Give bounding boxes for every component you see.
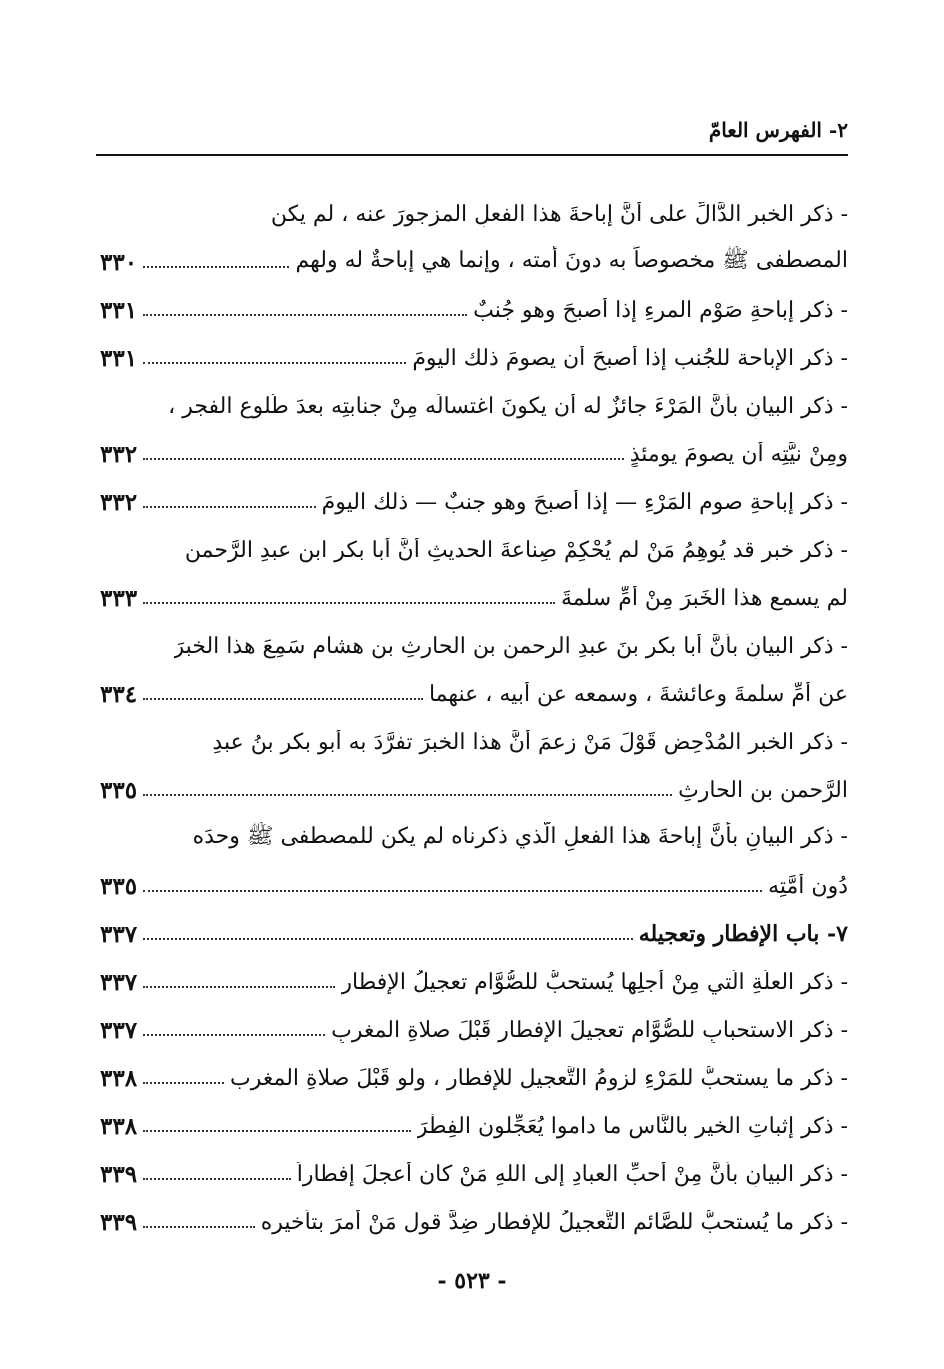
entry-page-number: ٣٣١ [100,344,138,372]
entry-page-number: ٣٣٩ [100,1208,138,1236]
dot-leader [143,314,467,316]
dot-leader [143,1082,224,1084]
entry-page-number: ٣٣٨ [100,1112,138,1140]
index-entry-line [100,190,848,238]
dot-leader [143,1130,411,1132]
entry-text: - ذكر إباحةِ صومِ المَرْءِ — إذا أصبحَ وهو جنبٌ — ذلك اليومَ [321,489,848,515]
dot-leader [143,506,316,508]
entry-text: - ذكر البيانِ بأنَّ أبا بكرِ بنَ عبدِ الرحمن بن الحارثِ بنِ هشامٍ سَمِعَ هذا الخبرَ [173,633,848,659]
entry-page-number: ٣٣٥ [100,776,138,804]
index-entry-line [100,1054,848,1102]
index-entry-line [100,670,848,718]
index-entry-line [100,862,848,910]
index-entry-line [100,814,848,862]
index-entry-line [100,478,848,526]
entry-page-number: ٣٣١ [100,296,138,324]
dot-leader [143,986,335,988]
entry-text: - ذكر الخبرِ الدَّالِّ على أنَّ إباحةَ هذا الفعلِ المزجورَ عنه ، لم يكن [270,201,848,227]
dot-leader [143,266,289,268]
index-entry-line [100,526,848,574]
dot-leader [143,938,633,940]
entry-text: لم يسمع هذا الخَبرَ مِنْ أمِّ سلمةَ [560,585,848,611]
index-entry-line [100,766,848,814]
entry-text: ٧- باب الإفطار وتعجيله [638,921,848,947]
page-number: - ٥٢٣ - [437,1268,507,1294]
entry-text: الرَّحمن بن الحارثِ [678,777,848,803]
entry-text: - ذكر ما يستحبُّ للمَرْءِ لزومُ التَّعجيلِ للإفطار ، ولو قَبْلَ صلاةِ المغرب [230,1065,848,1091]
entry-text: المصطفى ﷺ مخصوصاً به دونَ أمته ، وإنما هي إباحةٌ له ولهم [295,248,848,273]
dot-leader [143,1226,255,1228]
index-entry-line [100,622,848,670]
entry-page-number: ٣٣٢ [100,440,138,468]
entry-page-number: ٣٣٤ [100,680,138,708]
index-entry-line [100,382,848,430]
index-entry-line [100,430,848,478]
entry-text: - ذكر ما يُستحبُّ للصَّائمِ التَّعجيلُ للإفطارِ ضِدَّ قول مَنْ أمرَ بتأخيرِه [260,1209,848,1235]
entry-text: - ذكر إباحةِ صَوْمِ المرءِ إذا أصبحَ وهو جُنبٌ [473,297,848,323]
entry-text: - ذكر العلَّةِ الَّتي مِنْ أجلِها يُستحبُّ للصُّوَّام تعجيلُ الإفطار [341,969,848,995]
index-entry-line [100,238,848,286]
dot-leader [143,362,406,364]
entry-text: دُون أُمَّتِه [768,873,848,899]
entry-text: - ذكر إثباتِ الخيرِ بالنَّاسِ ما داموا يُعَجِّلون الفِطْرَ [416,1113,848,1139]
dot-leader [143,458,624,460]
dot-leader [143,794,672,796]
entry-text: - ذكر الاستحبابِ للصُّوَّام تعجيلَ الإفطارِ قَبْلَ صلاةِ المغربِ [331,1017,848,1043]
index-entry-line [100,574,848,622]
dot-leader [143,698,423,700]
index-entries [100,190,848,1246]
index-entry-line [100,1102,848,1150]
index-entry-line [100,1006,848,1054]
entry-text: - ذكر الإباحة للجُنب إذا أصبحَ أن يصومَ ذلك اليومَ [412,345,848,371]
entry-page-number: ٣٣٧ [100,1016,138,1044]
chapter-heading-line [100,910,848,958]
entry-page-number: ٣٣٨ [100,1064,138,1092]
entry-text: - ذكر البيانِ بأنَّ إباحةَ هذا الفعلِ الَّذي ذكرناه لم يكن للمصطفى ﷺ وحدَه [192,824,848,849]
dot-leader [143,890,762,892]
index-entry-line [100,718,848,766]
entry-text: - ذكر الخبرِ المُدْحِضِ قَوْلَ مَنْ زعمَ أنَّ هذا الخبرَ تفرَّدَ به أبو بكرِ بنُ عبدِ [212,729,848,755]
index-entry-line [100,1198,848,1246]
entry-text: - ذكر البيانِ بأنَّ المَرْءَ جائزٌ له أن يكونَ اغتسالُه مِنْ جنابتِه بعدَ طُلوعِ الفجرِ ، [168,393,848,419]
index-entry-line [100,286,848,334]
dot-leader [143,1178,291,1180]
entry-page-number: ٣٣٧ [100,968,138,996]
index-entry-line [100,334,848,382]
entry-page-number: ٣٣٣ [100,584,138,612]
entry-page-number: ٣٣٧ [100,920,138,948]
dot-leader [143,602,555,604]
index-entry-line [100,1150,848,1198]
entry-page-number: ٣٣٢ [100,488,138,516]
entry-page-number: ٣٣٩ [100,1160,138,1188]
header-divider [96,154,848,156]
entry-text: عن أمِّ سلمةَ وعائشةَ ، وسمعه عن أبيه ، عنهما [428,681,848,707]
entry-text: ومِنْ نيَّتِه أن يصومَ يومئذٍ [629,441,848,467]
entry-page-number: ٣٣٠ [100,248,138,276]
entry-page-number: ٣٣٥ [100,872,138,900]
entry-text: - ذكر خبرٍ قد يُوهِمُ مَنْ لم يُحْكِمْ صِناعةَ الحديثِ أنَّ أبا بكرِ ابن عبدِ الرَّحمن [184,537,848,563]
entry-text: - ذكر البيانِ بأنَّ مِنْ أحبِّ العبادِ إلى اللهِ مَنْ كان أعجلَ إفطاراً [296,1161,848,1187]
dot-leader [143,1034,325,1036]
page-header-title: ٢- الفهرس العامّ [708,118,848,142]
index-entry-line [100,958,848,1006]
